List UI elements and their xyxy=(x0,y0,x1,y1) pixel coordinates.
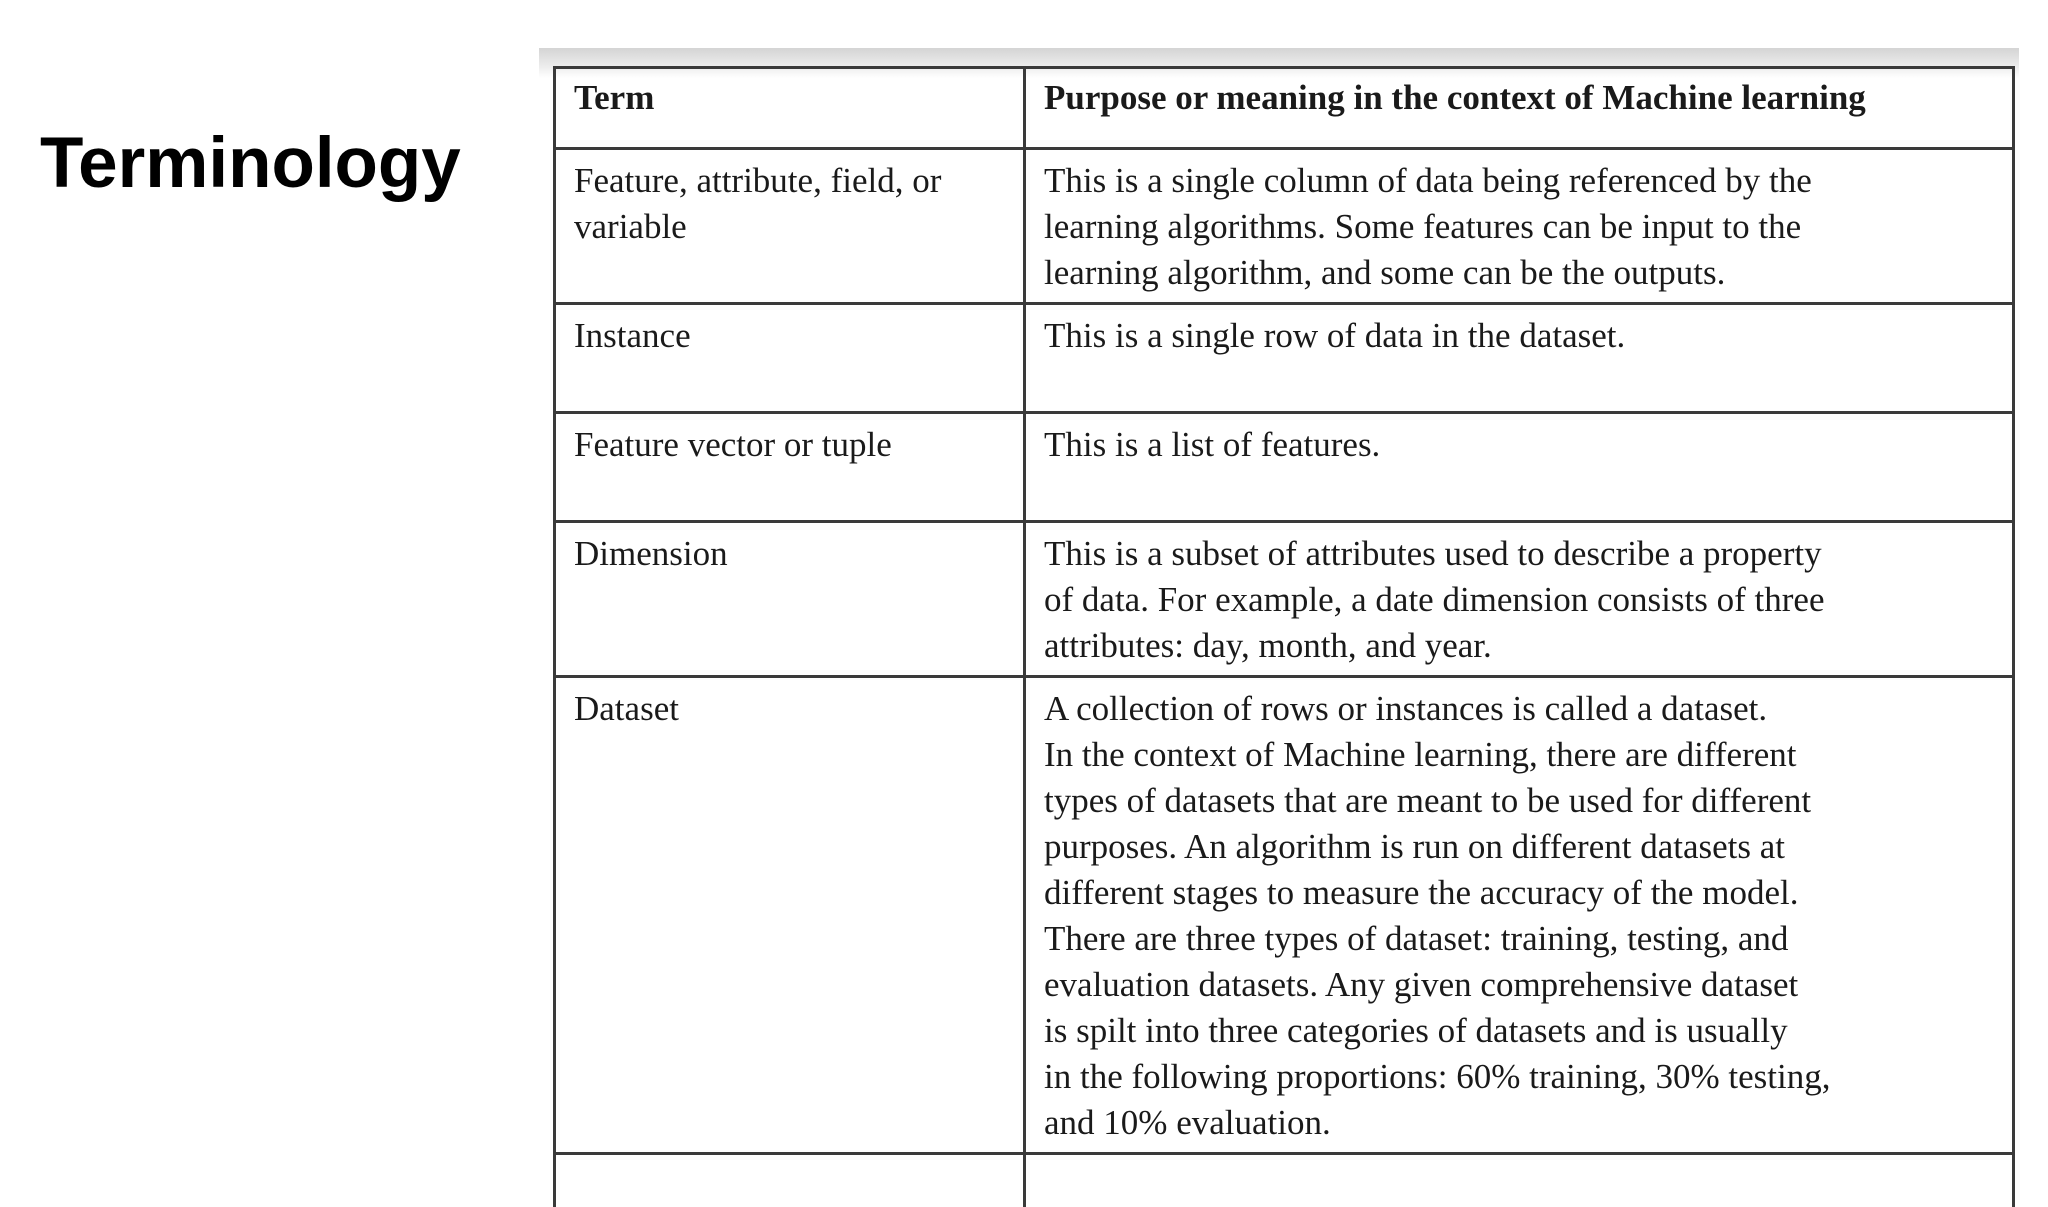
term-cell xyxy=(555,149,1025,304)
meaning-text: learning algorithms. Some features can be input to the xyxy=(1044,204,1994,250)
term-cell xyxy=(555,1154,1025,1207)
meaning-cell xyxy=(1025,677,2014,1154)
term-text: Instance xyxy=(574,313,1005,359)
table-row xyxy=(555,149,2014,304)
term-cell xyxy=(555,522,1025,677)
meaning-text: This is a list of features. xyxy=(1044,422,1994,468)
meaning-text: evaluation datasets. Any given comprehensive dataset xyxy=(1044,962,1994,1008)
meaning-text: learning algorithm, and some can be the outputs. xyxy=(1044,250,1994,296)
slide-title: Terminology xyxy=(40,128,461,199)
terminology-table xyxy=(553,66,2015,1207)
term-cell xyxy=(555,413,1025,522)
term-text: Feature vector or tuple xyxy=(574,422,1005,468)
header-term: Term xyxy=(555,68,1025,149)
meaning-text: purposes. An algorithm is run on different datasets at xyxy=(1044,824,1994,870)
meaning-text: in the following proportions: 60% training, 30% testing, xyxy=(1044,1054,1994,1100)
table-row xyxy=(555,522,2014,677)
term-text: Feature, attribute, field, or xyxy=(574,158,1005,204)
term-text: Dataset xyxy=(574,686,1005,732)
meaning-text: This is a subset of attributes used to describe a property xyxy=(1044,531,1994,577)
meaning-text: and 10% evaluation. xyxy=(1044,1100,1994,1146)
meaning-text: In the context of Machine learning, there are different xyxy=(1044,732,1994,778)
meaning-text: types of datasets that are meant to be used for different xyxy=(1044,778,1994,824)
meaning-text: There are three types of dataset: training, testing, and xyxy=(1044,916,1994,962)
meaning-cell xyxy=(1025,413,2014,522)
meaning-text: This is a single row of data in the dataset. xyxy=(1044,313,1994,359)
meaning-cell xyxy=(1025,149,2014,304)
table-row xyxy=(555,304,2014,413)
meaning-cell xyxy=(1025,1154,2014,1207)
meaning-text: is spilt into three categories of datasets and is usually xyxy=(1044,1008,1994,1054)
term-cell xyxy=(555,304,1025,413)
meaning-text: This is a single column of data being referenced by the xyxy=(1044,158,1994,204)
meaning-text: different stages to measure the accuracy of the model. xyxy=(1044,870,1994,916)
meaning-cell xyxy=(1025,304,2014,413)
meaning-text: attributes: day, month, and year. xyxy=(1044,623,1994,669)
table-row xyxy=(555,413,2014,522)
meaning-cell xyxy=(1025,522,2014,677)
term-text: variable xyxy=(574,204,1005,250)
table-row xyxy=(555,677,2014,1154)
header-meaning: Purpose or meaning in the context of Machine learning xyxy=(1025,68,2014,149)
table-header-row xyxy=(555,68,2014,149)
table-row-cutoff xyxy=(555,1154,2014,1207)
term-cell xyxy=(555,677,1025,1154)
meaning-text: A collection of rows or instances is called a dataset. xyxy=(1044,686,1994,732)
term-text: Dimension xyxy=(574,531,1005,577)
meaning-text: of data. For example, a date dimension consists of three xyxy=(1044,577,1994,623)
